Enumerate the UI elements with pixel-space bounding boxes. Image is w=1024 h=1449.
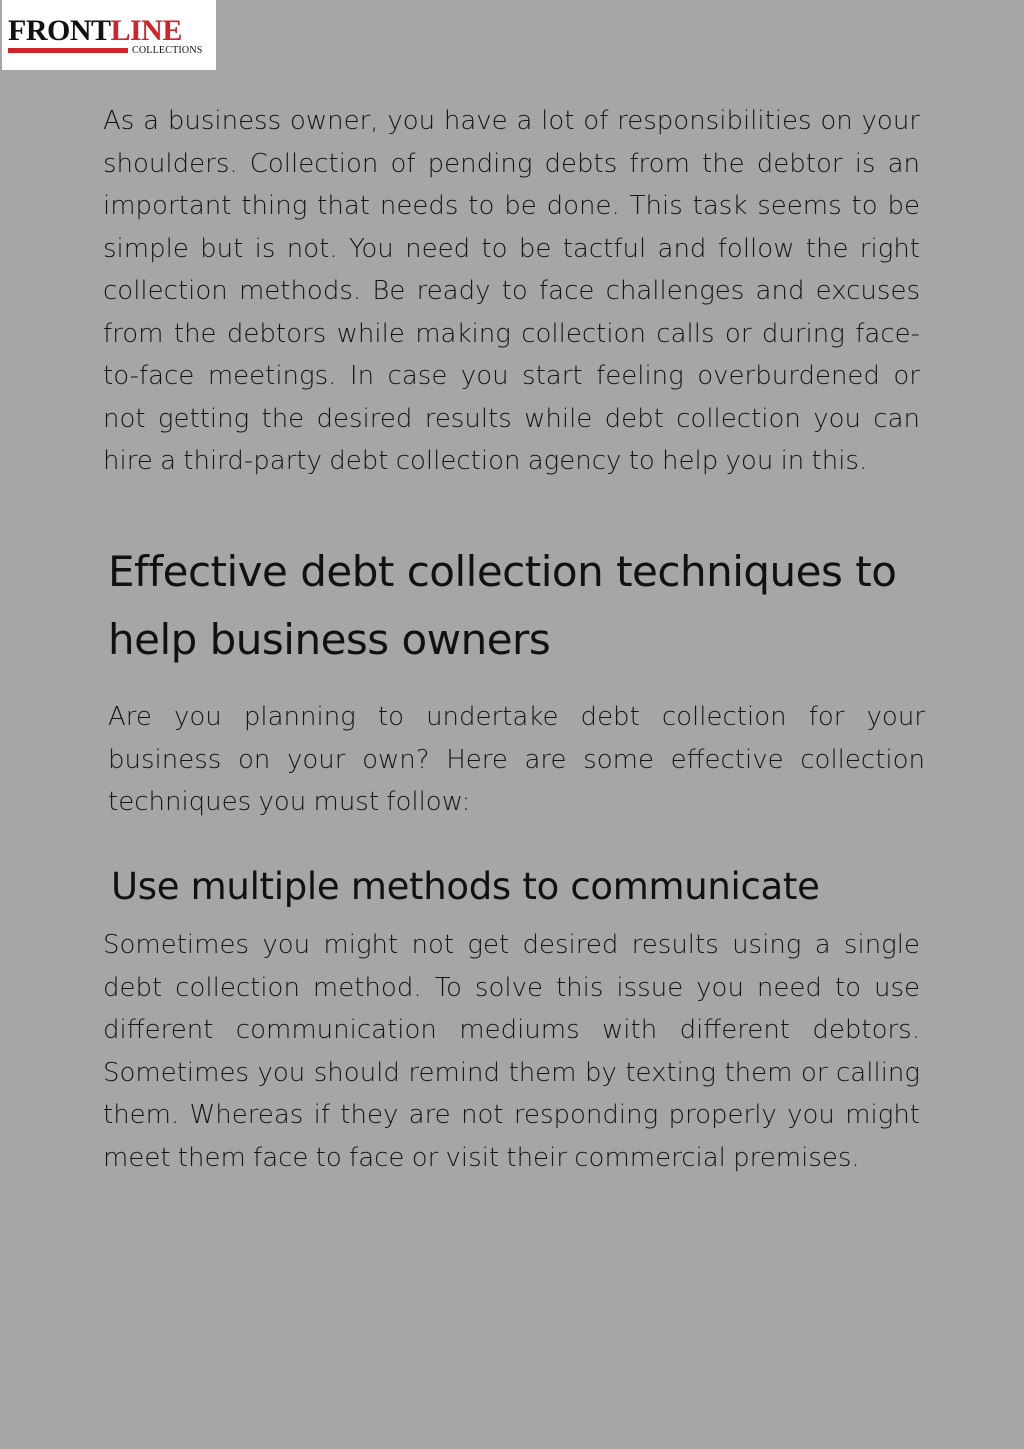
company-logo [2, 0, 216, 70]
intro-paragraph: As a business owner, you have a lot of responsibilities on your shoulders. Collection of pending debts from the debtor is an important thing that needs to be done. This task seems to be simple but is not. You need to be tactful and follow the right collection methods. Be ready to face challenges and excuses from the debtors while making collection calls or during face-to-face meetings. In case you start feeling overburdened or not getting the desired results while debt collection you can hire a third-party debt collection agency to help you in this. [103, 106, 920, 476]
lead-paragraph: Are you planning to undertake debt collection for your business on your own? Here are some effective collection techniques you must follow: [108, 702, 925, 817]
main-heading: Effective debt collection techniques to help business owners [108, 547, 897, 664]
body-paragraph: Sometimes you might not get desired results using a single debt collection method. To solve this issue you need to use different communication mediums with different debtors. Sometimes you should remind them by texting them or calling them. Whereas if they are not responding properly you might meet them face to face or visit their commercial premises. [103, 930, 920, 1173]
logo-subtitle: COLLECTIONS [132, 45, 203, 56]
logo-line-text: LINE [110, 14, 182, 47]
logo-red-bar [8, 48, 128, 53]
logo-wordmark [8, 16, 182, 46]
section-heading: Use multiple methods to communicate [111, 865, 820, 908]
logo-front-text: FRONT [8, 14, 111, 47]
